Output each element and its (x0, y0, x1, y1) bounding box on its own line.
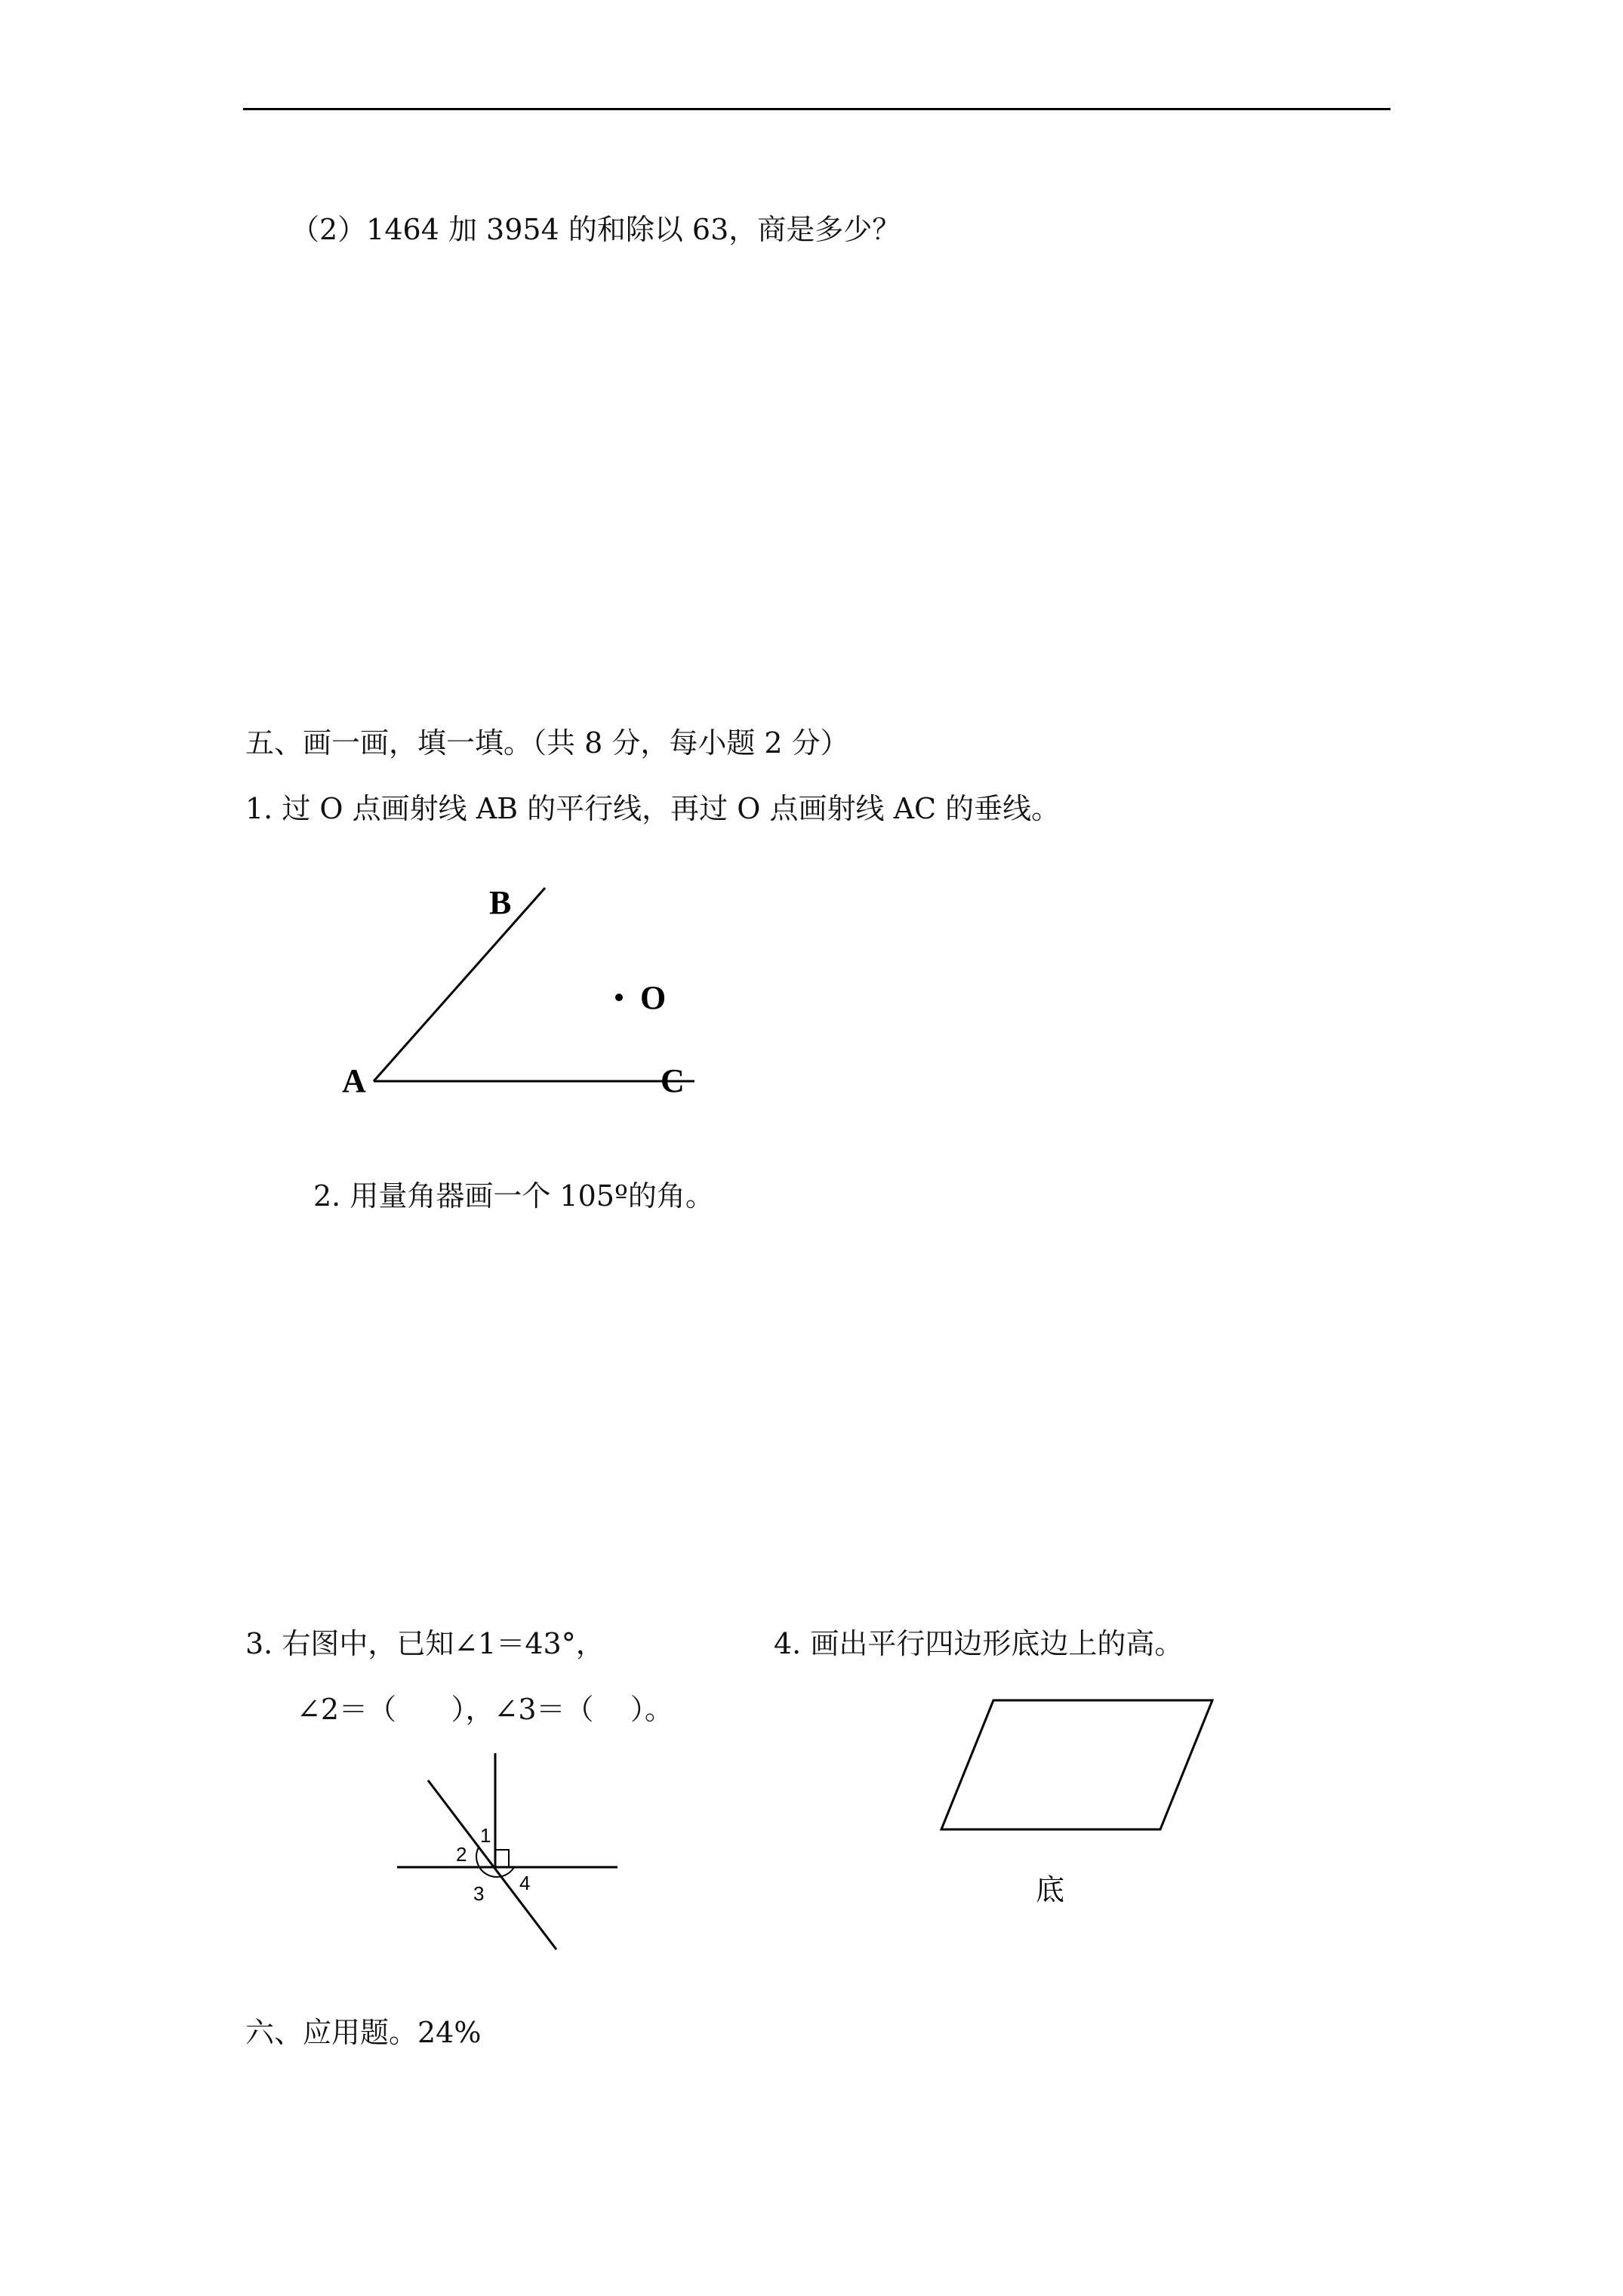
label-a: A (342, 1062, 366, 1099)
question-5-1: 1. 过 O 点画射线 AB 的平行线，再过 O 点画射线 AC 的垂线。 (245, 792, 1061, 825)
angle-label-3: 3 (473, 1882, 485, 1905)
question-5-4: 4. 画出平行四边形底边上的高。 (774, 1627, 1184, 1660)
question-5-3-line2: ∠2＝（ ），∠3＝（ ）。 (297, 1693, 673, 1726)
angle-label-4: 4 (519, 1872, 531, 1894)
label-b: B (489, 884, 512, 921)
angle-label-1: 1 (480, 1824, 491, 1847)
question-5-3-line1: 3. 右图中，已知∠1＝43°， (245, 1627, 605, 1660)
label-c: C (661, 1062, 685, 1099)
label-o: O (640, 979, 667, 1016)
question-5-2: 2. 用量角器画一个 105º的角。 (313, 1179, 714, 1213)
parallelogram (941, 1700, 1212, 1829)
section-5-heading: 五、画一画，填一填。（共 8 分，每小题 2 分） (245, 726, 849, 760)
question-4-2: （2）1464 加 3954 的和除以 63，商是多少？ (291, 213, 901, 246)
base-label: 底 (1036, 1873, 1065, 1906)
section-6-heading: 六、应用题。24% (245, 2016, 482, 2049)
angle-label-2: 2 (456, 1843, 467, 1866)
